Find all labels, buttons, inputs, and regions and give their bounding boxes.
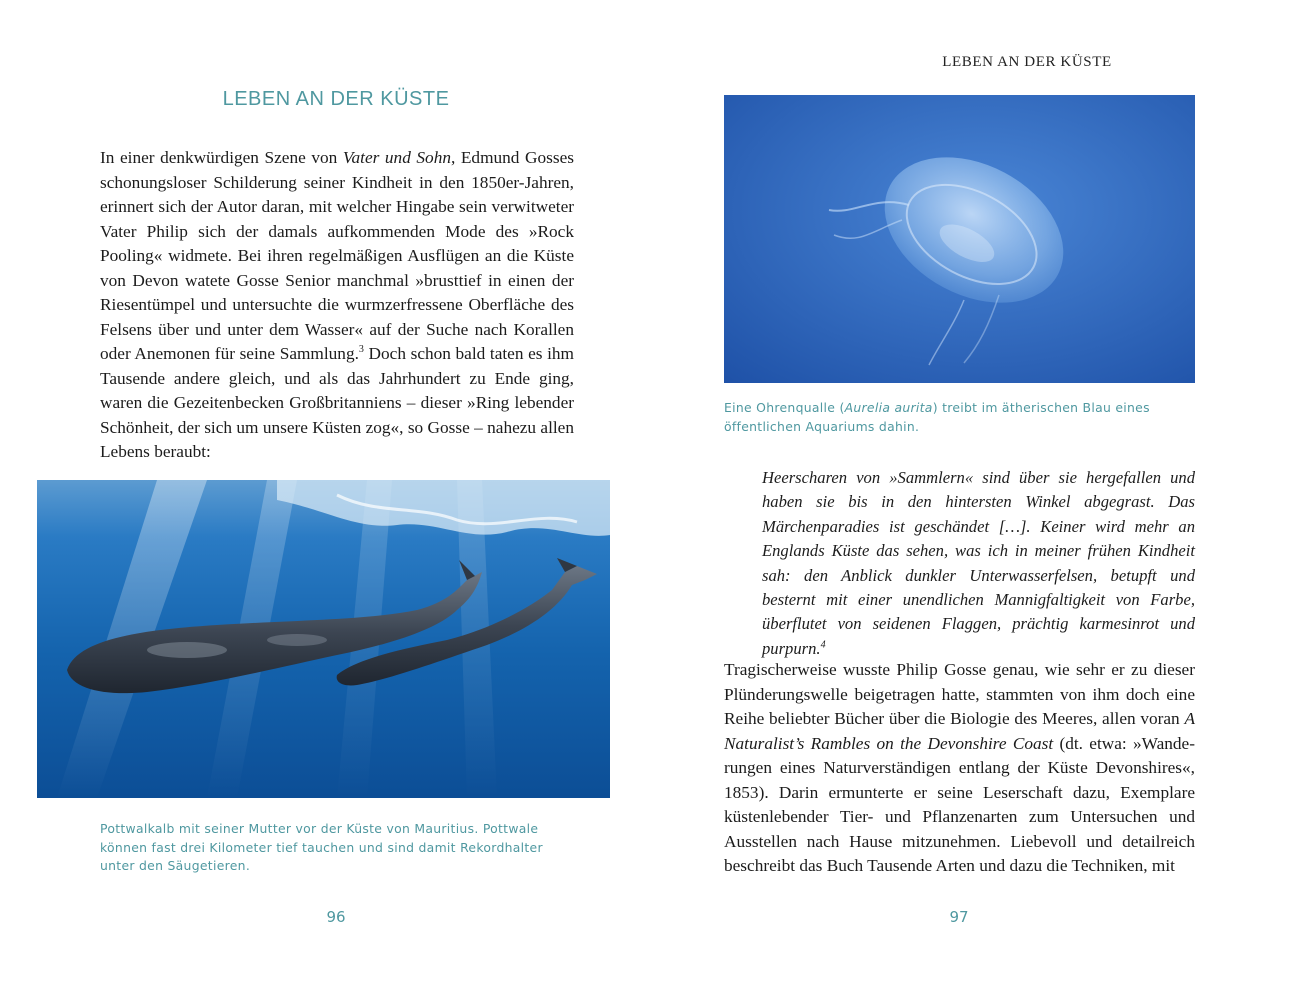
body-paragraph xyxy=(724,658,1195,879)
sperm-whale-photo xyxy=(37,480,610,798)
book-title: A Naturalist’s Rambles on the Devonshire Coast xyxy=(724,709,1195,753)
caption-text: Eine Ohrenqualle ( xyxy=(724,400,845,415)
page-number: 97 xyxy=(949,908,969,926)
left-page xyxy=(0,0,647,1000)
page-number: 96 xyxy=(326,908,346,926)
paragraph-text: Tragischerweise wusste Philip Gosse genau, wie sehr er zu dieser Plünderungswelle beigetragen hatte, stammten von ihm doch eine Reihe beliebter Bücher über die Biologie des Meeres, allen voran xyxy=(724,660,1195,728)
right-page xyxy=(647,0,1295,1000)
paragraph-text: In einer denkwürdigen Szene von xyxy=(100,148,343,167)
footnote-marker: 3 xyxy=(358,344,364,356)
paragraph-text: , Edmund Gosses schonungsloser Schilderung seiner Kindheit in den 1850er-Jahren, erinnert sich der Autor daran, mit welcher Hingabe sein verwitweter Vater Philip sich der damals aufkommenden Mode des »Rock Pooling« widmete. Bei ihren regelmäßigen Ausflügen an die Küste von Devon watete Gosse Senior manchmal »brusttief in einen der Riesentümpel und untersuchte die wurmzerfressene Oberfläche des Felsens über und unter dem Wasser« auf der Suche nach Korallen oder Anemonen für seine Sammlung. xyxy=(100,148,574,363)
species-name: Aurelia aurita xyxy=(844,400,933,415)
book-title: Vater und Sohn xyxy=(342,148,451,167)
block-quote xyxy=(762,466,1195,661)
body-paragraph xyxy=(100,146,574,465)
chapter-title: LEBEN AN DER KÜSTE xyxy=(222,88,450,110)
running-head: LEBEN AN DER KÜSTE xyxy=(942,54,1112,70)
photo-caption: Pottwalkalb mit seiner Mutter vor der Küste von Mauritius. Pottwale können fast drei Kilometer tief tauchen und sind damit Rekordhalter unter den Säugetieren. xyxy=(100,821,543,873)
paragraph-text: Doch schon bald taten es ihm Tausende andere gleich, und als das Jahrhundert zu Ende ging, waren die Gezeitenbecken Großbritanniens – dieser »Ring lebender Schönheit, der sich um unsere Küsten zog«, so Gosse – nahezu allen Lebens beraubt: xyxy=(100,344,574,461)
paragraph-text: (dt. etwa: »Wanderungen eines Naturverständigen entlang der Küste Devonshires«, 1853). Darin ermunterte er seine Leserschaft dazu, Exemplare küstenlebender Tier- und Pflanzenarten zum Untersuchen und Ausstellen nach Hause mitzunehmen. Liebevoll und detailreich beschreibt das Buch Tausende Arten und dazu die Techniken, mit xyxy=(724,733,1195,875)
photo-caption xyxy=(724,399,1184,436)
jellyfish-photo xyxy=(724,95,1195,383)
caption-text: ) treibt im ätherischen Blau eines öffentlichen Aquariums dahin. xyxy=(724,400,1150,434)
footnote-marker: 4 xyxy=(820,639,826,651)
quote-text: Heerscharen von »Sammlern« sind über sie hergefallen und haben sie bis in den hintersten Winkel abgegrast. Das Märchenparadies ist geschändet […]. Keiner wird mehr an Englands Küste das sehen, was ich in meiner frühen Kindheit sah: den Anblick dunkler Unterwasserfelsen, betupft und besternt mit einer unendlichen Mannigfaltigkeit von Farbe, überflutet von seidenen Flaggen, prächtig karmesinrot und purpurn. xyxy=(762,468,1195,658)
